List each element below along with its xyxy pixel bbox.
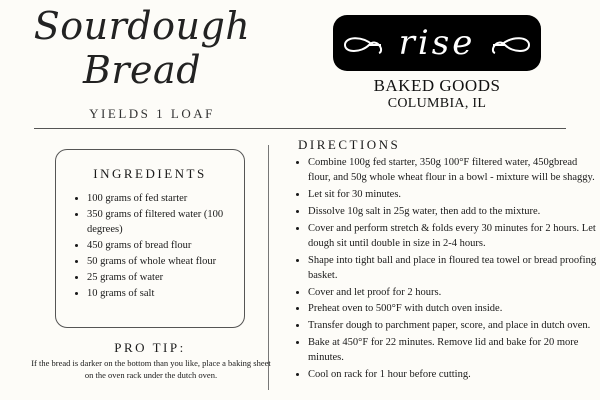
ingredient-item: • 10 grams of salt bbox=[87, 286, 255, 301]
ingredient-item: • 25 grams of water bbox=[87, 270, 255, 285]
direction-step: • Cool on rack for 1 hour before cutting. bbox=[308, 367, 598, 382]
direction-step: • Shape into tight ball and place in floured tea towel or bread proofing basket. bbox=[308, 253, 598, 283]
recipe-title bbox=[22, 4, 262, 92]
yields-label: YIELDS 1 LOAF bbox=[89, 106, 215, 121]
directions-list bbox=[296, 155, 598, 384]
ingredient-item: • 350 grams of filtered water (100 degrees) bbox=[87, 207, 255, 237]
brand-logo bbox=[333, 15, 541, 71]
direction-step: • Dissolve 10g salt in 25g water, then add to the mixture. bbox=[308, 204, 598, 219]
brand-wordmark: rise bbox=[398, 23, 476, 63]
ingredients-list bbox=[74, 191, 255, 302]
pro-tip-heading: PRO TIP: bbox=[114, 340, 186, 355]
direction-step: • Let sit for 30 minutes. bbox=[308, 187, 598, 202]
direction-step: • Transfer dough to parchment paper, score, and place in dutch oven. bbox=[308, 318, 598, 333]
ingredient-item: • 100 grams of fed starter bbox=[87, 191, 255, 206]
recipe-title-line1: Sourdough bbox=[33, 4, 251, 48]
directions-heading: DIRECTIONS bbox=[298, 137, 401, 152]
ingredients-card bbox=[55, 149, 245, 328]
direction-step: • Bake at 450°F for 22 minutes. Remove lid and bake for 20 more minutes. bbox=[308, 335, 598, 365]
pro-tip-text: If the bread is darker on the bottom than you like, place a baking sheet on the oven rack under the dutch oven. bbox=[31, 358, 271, 380]
logo-location: COLUMBIA, IL bbox=[387, 96, 487, 111]
recipe-title-line2: Bread bbox=[82, 48, 202, 92]
direction-step: • Cover and let proof for 2 hours. bbox=[308, 285, 598, 300]
column-divider bbox=[268, 145, 269, 390]
ingredients-heading: INGREDIENTS bbox=[93, 166, 207, 181]
direction-step: • Cover and perform stretch & folds every 30 minutes for 2 hours. Let dough sit until double in size in 2-4 hours. bbox=[308, 221, 598, 251]
ingredient-item: • 50 grams of whole wheat flour bbox=[87, 254, 255, 269]
direction-step: • Preheat oven to 500°F with dutch oven inside. bbox=[308, 301, 598, 316]
rise-logo-graphic bbox=[333, 15, 541, 71]
logo-baked-goods: BAKED GOODS bbox=[373, 76, 501, 95]
ingredient-item: • 450 grams of bread flour bbox=[87, 238, 255, 253]
header-divider bbox=[34, 128, 566, 129]
direction-step: • Combine 100g fed starter, 350g 100°F filtered water, 450gbread flour, and 50g whole wheat flour in a bowl - mixture will be shaggy. bbox=[308, 155, 598, 185]
